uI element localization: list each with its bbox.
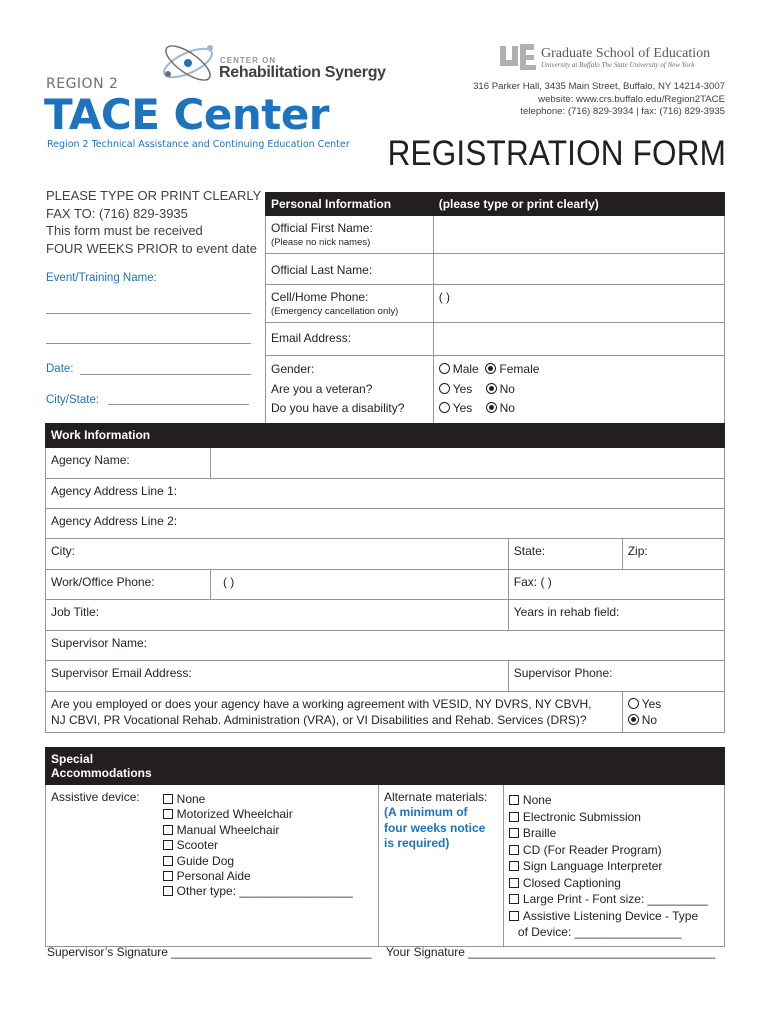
last-name-field[interactable]	[433, 254, 724, 285]
personal-info-header: Personal Information	[266, 193, 434, 216]
address-line: 316 Parker Hall, 3435 Main Street, Buffalo, NY 14214-3007	[473, 81, 725, 92]
supervisor-signature-line[interactable]: Supervisor’s Signature ______________________________	[47, 945, 372, 959]
cd-reader-label: CD (For Reader Program)	[522, 842, 662, 857]
alt-option	[509, 809, 719, 826]
closed-captioning-checkbox[interactable]	[509, 878, 519, 888]
instructions	[46, 187, 261, 257]
disability-label: Do you have a disability?	[271, 401, 405, 415]
ub-logo-icon	[500, 44, 538, 72]
accommodations-table	[45, 747, 725, 947]
agreement-no-radio[interactable]	[628, 714, 639, 725]
work-info-table	[45, 423, 725, 733]
supervisor-email-field[interactable]	[46, 661, 509, 692]
gender-female-label: Female	[499, 362, 540, 376]
instruction-line: FOUR WEEKS PRIOR to event date	[46, 240, 257, 256]
region-label: REGION 2	[46, 76, 119, 92]
assistive-option	[163, 869, 373, 884]
assistive-device-options	[157, 785, 378, 947]
form-title: REGISTRATION FORM	[387, 134, 726, 173]
supervisor-email-label: Supervisor Email Address:	[51, 666, 192, 680]
gender-male-label: Male	[452, 362, 479, 376]
work-phone-area-code: ( )	[222, 575, 235, 589]
agreement-answers	[622, 692, 724, 733]
supervisor-phone-label: Supervisor Phone:	[513, 666, 613, 680]
job-title-field[interactable]	[46, 600, 509, 631]
gender-male-radio[interactable]	[439, 363, 450, 374]
other-type-label: Other type: _________________	[176, 884, 353, 899]
veteran-no-radio[interactable]	[486, 383, 497, 394]
tace-center-logo: TACE Center	[44, 90, 330, 139]
first-name-field[interactable]	[433, 216, 724, 254]
veteran-label: Are you a veteran?	[271, 381, 373, 396]
agreement-yes-label: Yes	[641, 697, 662, 711]
agreement-question	[46, 692, 623, 733]
agreement-no-label: No	[641, 713, 658, 727]
assistive-none-checkbox[interactable]	[163, 794, 173, 804]
assistive-option	[163, 807, 373, 822]
first-name-text: Official First Name:	[271, 221, 373, 235]
state-field[interactable]	[508, 539, 622, 570]
gender-female-radio[interactable]	[485, 363, 496, 374]
disability-yes-radio[interactable]	[439, 402, 450, 413]
notice-note: (A minimum of	[383, 805, 468, 820]
veteran-no-label: No	[499, 381, 515, 396]
years-rehab-label: Years in rehab field:	[513, 605, 620, 619]
date-line[interactable]	[80, 374, 251, 375]
assistive-none-label: None	[176, 792, 206, 806]
disability-no-radio[interactable]	[486, 402, 497, 413]
contact-address	[473, 81, 725, 119]
cd-reader-checkbox[interactable]	[509, 845, 519, 855]
event-name-label: Event/Training Name:	[46, 272, 157, 284]
instruction-line: PLEASE TYPE OR PRINT CLEARLY	[46, 188, 262, 203]
alt-option	[509, 858, 719, 875]
agency-address-1-label: Agency Address Line 1:	[51, 484, 178, 498]
fax-label: Fax: ( )	[513, 575, 552, 589]
graduate-school-title: Graduate School of Education	[541, 46, 711, 61]
sign-language-checkbox[interactable]	[509, 861, 519, 871]
first-name-note: (Please no nick names)	[271, 237, 371, 248]
years-rehab-field[interactable]	[508, 600, 724, 631]
alt-option	[509, 792, 719, 809]
assistive-option	[163, 792, 373, 807]
sign-language-label: Sign Language Interpreter	[522, 859, 663, 873]
assistive-option	[163, 854, 373, 869]
website-line: website: www.crs.buffalo.edu/Region2TACE	[538, 93, 725, 105]
your-signature-line[interactable]: Your Signature _____________________________________	[386, 945, 716, 959]
phone-area-code: ( )	[438, 290, 451, 304]
agency-address-1-field[interactable]	[46, 479, 725, 509]
alt-none-checkbox[interactable]	[509, 795, 519, 805]
agency-name-label: Agency Name:	[46, 448, 211, 479]
agreement-line-2: NJ CBVI, PR Vocational Rehab. Administration (VRA), or VI Disabilities and Rehab. Services (DRS)?	[51, 713, 587, 727]
other-type-checkbox[interactable]	[163, 886, 173, 896]
closed-captioning-label: Closed Captioning	[522, 875, 621, 890]
supervisor-name-field[interactable]	[46, 631, 725, 661]
tace-center-subtitle: Region 2 Technical Assistance and Continuing Education Center	[47, 139, 350, 150]
personal-aide-checkbox[interactable]	[163, 871, 173, 881]
instruction-line: FAX TO: (716) 829-3935	[46, 205, 188, 221]
braille-checkbox[interactable]	[509, 828, 519, 838]
electronic-submission-label: Electronic Submission	[522, 809, 641, 824]
accommodations-header: Special Accommodations	[46, 748, 158, 785]
disability-yes-label: Yes	[452, 401, 473, 415]
manual-wheelchair-checkbox[interactable]	[163, 825, 173, 835]
alt-option	[509, 908, 719, 925]
alt-option	[509, 825, 719, 842]
work-info-header: Work Information	[46, 424, 725, 448]
disability-no-label: No	[499, 401, 515, 415]
large-print-checkbox[interactable]	[509, 894, 519, 904]
accommodations-header-blank	[503, 748, 724, 785]
assistive-device-label: Assistive device:	[46, 785, 158, 947]
zip-field[interactable]	[622, 539, 724, 570]
accommodations-header-blank	[157, 748, 378, 785]
agreement-yes-radio[interactable]	[628, 698, 639, 709]
alternate-materials-label-cell	[378, 785, 503, 947]
event-name-line-1[interactable]	[46, 313, 251, 314]
accommodations-header-blank	[378, 748, 503, 785]
last-name-label: Official Last Name:	[266, 254, 434, 285]
job-title-label: Job Title:	[51, 605, 100, 619]
questions-labels	[266, 356, 434, 424]
questions-answers	[433, 356, 724, 424]
city-field[interactable]	[46, 539, 509, 570]
event-name-line-2[interactable]	[46, 343, 251, 344]
notice-note: four weeks notice	[383, 820, 486, 835]
fax-field[interactable]	[508, 570, 724, 600]
email-field[interactable]	[433, 323, 724, 356]
motorized-wheelchair-checkbox[interactable]	[163, 809, 173, 819]
electronic-submission-checkbox[interactable]	[509, 812, 519, 822]
telephone-line: telephone: (716) 829-3934 | fax: (716) 829-3935	[520, 106, 725, 118]
state-label: State:	[513, 544, 546, 558]
rehab-synergy-atom-logo	[158, 38, 220, 88]
work-phone-label: Work/Office Phone:	[46, 570, 211, 600]
agreement-line-1: Are you employed or does your agency have a working agreement with VESID, NY DVRS, NY CBVH,	[51, 697, 592, 711]
alternate-materials-label: Alternate materials:	[383, 790, 488, 804]
alt-option	[509, 875, 719, 892]
device-type-line: of Device: ________________	[517, 925, 682, 939]
instruction-line: This form must be received	[46, 223, 203, 238]
assistive-option	[163, 884, 373, 899]
assistive-listening-label: Assistive Listening Device - Type	[522, 908, 699, 923]
alt-option	[509, 891, 719, 908]
scooter-checkbox[interactable]	[163, 840, 173, 850]
motorized-wheelchair-label: Motorized Wheelchair	[176, 807, 293, 822]
supervisor-phone-field[interactable]	[508, 661, 724, 692]
braille-label: Braille	[522, 826, 557, 840]
work-phone-field[interactable]	[210, 570, 508, 600]
phone-label	[266, 285, 434, 323]
notice-note: is required)	[383, 836, 450, 851]
guide-dog-checkbox[interactable]	[163, 856, 173, 866]
date-label: Date:	[46, 363, 74, 375]
city-state-label: City/State:	[46, 394, 100, 406]
phone-text: Cell/Home Phone:	[271, 290, 369, 304]
manual-wheelchair-label: Manual Wheelchair	[176, 822, 280, 837]
assistive-option	[163, 823, 373, 838]
city-state-line[interactable]	[108, 404, 249, 405]
large-print-label: Large Print - Font size: _________	[522, 892, 708, 906]
email-label: Email Address:	[266, 323, 434, 356]
phone-field[interactable]	[433, 285, 724, 323]
agency-name-field[interactable]	[210, 448, 724, 479]
alt-none-label: None	[522, 793, 552, 807]
rehab-synergy-title: Rehabilitation Synergy	[219, 64, 386, 81]
gender-label: Gender:	[271, 362, 315, 376]
assistive-option	[163, 838, 373, 853]
university-subtitle: University at Buffalo The State University of New York	[541, 61, 695, 69]
personal-aide-label: Personal Aide	[176, 869, 251, 884]
phone-note: (Emergency cancellation only)	[271, 306, 399, 317]
veteran-yes-radio[interactable]	[439, 383, 450, 394]
first-name-label	[266, 216, 434, 254]
alternate-materials-options	[503, 785, 724, 947]
alt-option	[509, 842, 719, 859]
assistive-listening-checkbox[interactable]	[509, 911, 519, 921]
veteran-yes-label: Yes	[452, 381, 473, 396]
guide-dog-label: Guide Dog	[176, 853, 235, 868]
zip-label: Zip:	[627, 544, 648, 558]
city-label: City:	[51, 544, 75, 558]
agency-address-2-field[interactable]	[46, 509, 725, 539]
center-on-label: CENTER ON	[220, 56, 277, 65]
personal-info-table	[265, 192, 725, 424]
agency-address-2-label: Agency Address Line 2:	[51, 514, 178, 528]
supervisor-name-label: Supervisor Name:	[51, 636, 148, 650]
scooter-label: Scooter	[176, 838, 219, 853]
personal-info-header-note: (please type or print clearly)	[433, 193, 724, 216]
